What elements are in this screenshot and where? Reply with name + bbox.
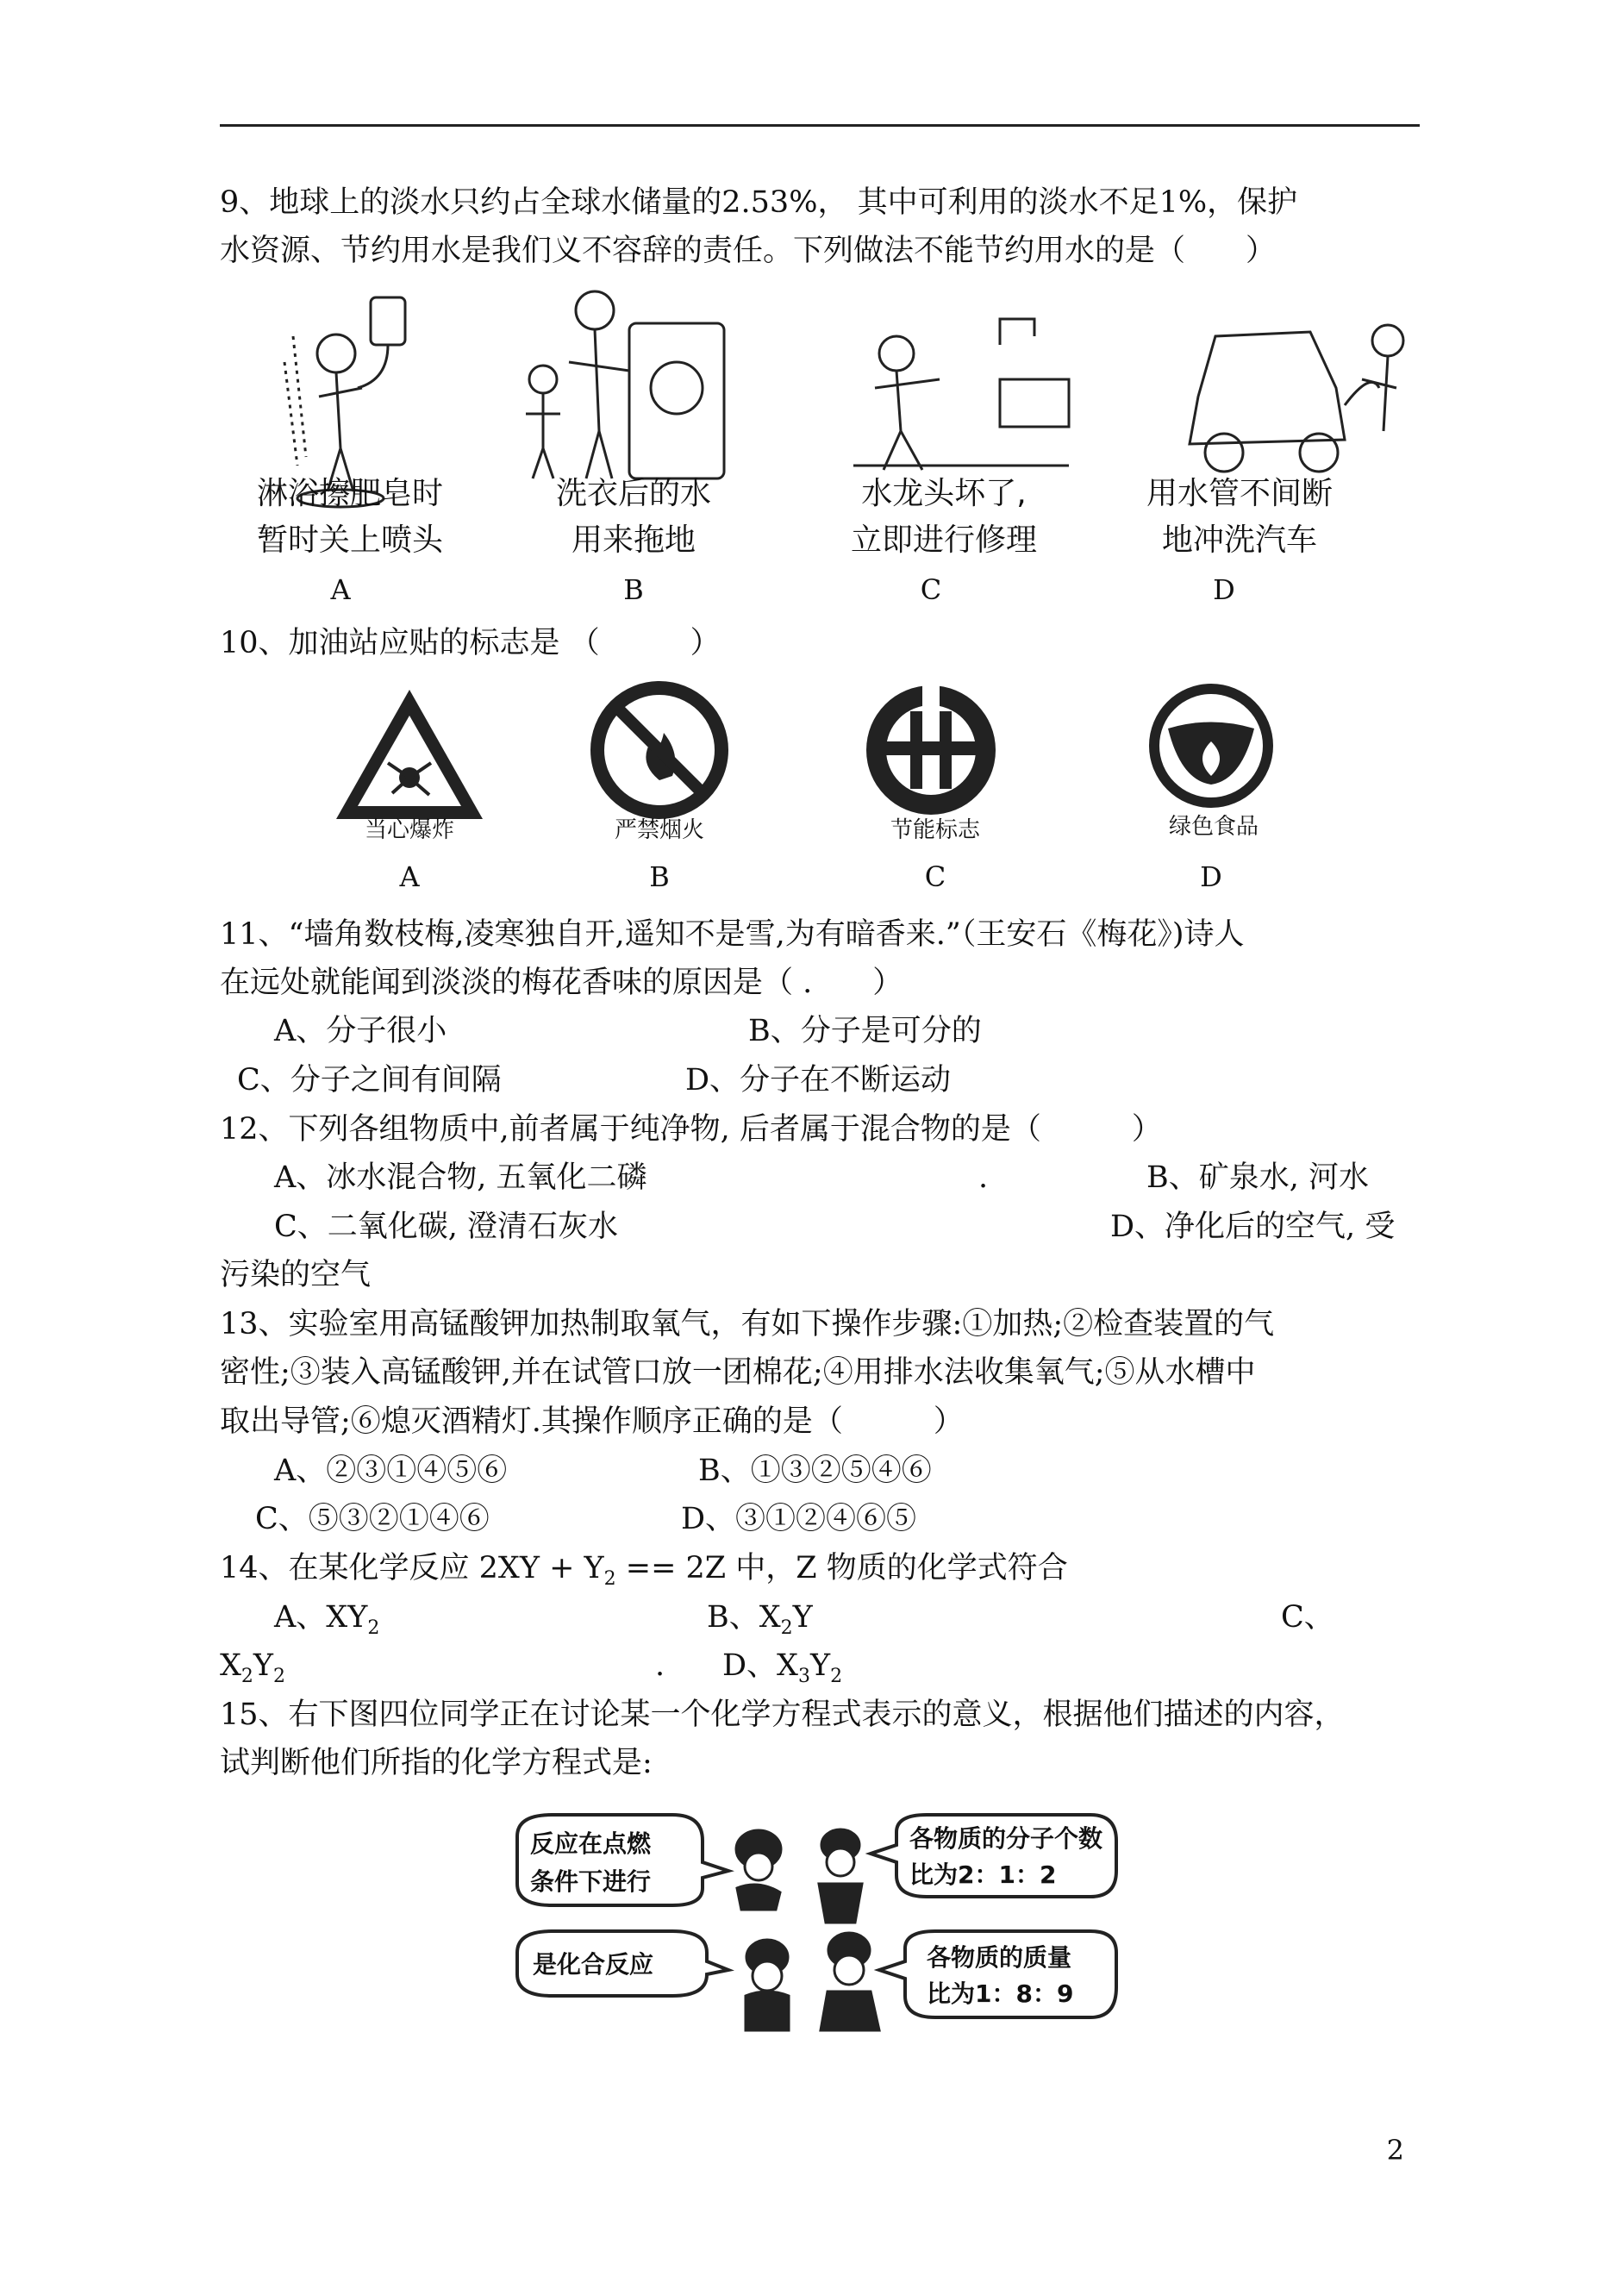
q12-option-a: A、冰水混合物, 五氧化二磷 xyxy=(274,1160,647,1195)
q10-letter-b: B xyxy=(649,860,670,893)
bubble-br-line1: 各物质的质量 xyxy=(927,1943,1072,1972)
q9-caption-a1: 淋浴擦肥皂时 xyxy=(257,476,444,511)
q9-caption-b1: 洗衣后的水 xyxy=(555,476,711,511)
q9-caption-d2: 地冲洗汽车 xyxy=(1161,522,1317,558)
q13-option-b: B、①③②⑤④⑥ xyxy=(698,1454,932,1488)
q15-line2: 试判断他们所指的化学方程式是: xyxy=(220,1746,653,1780)
q10-letter-c: C xyxy=(924,860,946,893)
bubble-tr-line2: 比为2：1：2 xyxy=(909,1860,1057,1889)
q11-line1: 11、“墙角数枝梅,凌寒独自开,遥知不是雪,为有暗香来.”（王安石《梅花》)诗人 xyxy=(220,917,1245,952)
q13-line1: 13、实验室用高锰酸钾加热制取氧气，有如下操作步骤:①加热;②检查装置的气 xyxy=(220,1307,1275,1341)
q10-sign-label-c: 节能标志 xyxy=(890,817,980,843)
q9-caption-c2: 立即进行修理 xyxy=(850,522,1037,558)
q10-sign-label-a: 当心爆炸 xyxy=(364,817,454,843)
q14-option-c: C、 xyxy=(1281,1600,1334,1635)
q14-dot: . xyxy=(655,1648,665,1683)
q13-line3: 取出导管;⑥熄灭酒精灯.其操作顺序正确的是（ ） xyxy=(220,1404,964,1439)
q14-option-d: D、$X_3Y_2$ xyxy=(722,1648,843,1687)
q14-line1: 14、在某化学反应 $2XY + Y_2 == 2Z$ 中，Z 物质的化学式符合 xyxy=(220,1551,1068,1590)
q14-option-b: B、$X_2Y$ xyxy=(707,1600,813,1639)
bubble-bl-line1: 是化合反应 xyxy=(533,1950,654,1979)
q13-option-d: D、③①②④⑥⑤ xyxy=(681,1502,917,1536)
q12-option-c: C、二氧化碳, 澄清石灰水 xyxy=(274,1210,619,1244)
bubble-tl-line2: 条件下进行 xyxy=(530,1867,652,1896)
q10-letter-d: D xyxy=(1200,860,1222,893)
q15-discussion-illustration xyxy=(500,1810,1121,2035)
student-figures xyxy=(736,1829,879,2030)
q11-line2: 在远处就能闻到淡淡的梅花香味的原因是（ . ） xyxy=(220,966,903,1000)
q9-line1: 9、地球上的淡水只约占全球水储量的2.53%， 其中可利用的淡水不足1%，保护 xyxy=(220,185,1298,220)
q12-dot: . xyxy=(978,1160,989,1195)
q14-option-a: A、$XY_2$ xyxy=(274,1600,380,1639)
q9-caption-c1: 水龙头坏了, xyxy=(861,476,1027,511)
bubble-br-line2: 比为1：8：9 xyxy=(927,1979,1074,2008)
q10-sign-label-b: 严禁烟火 xyxy=(614,817,704,843)
q9-letter-a: A xyxy=(330,573,351,606)
q15-line1: 15、右下图四位同学正在讨论某一个化学方程式表示的意义，根据他们描述的内容， xyxy=(220,1698,1345,1732)
q9-caption-b2: 用来拖地 xyxy=(571,522,696,558)
q9-letter-c: C xyxy=(920,573,942,606)
q13-option-a: A、②③①④⑤⑥ xyxy=(274,1454,508,1488)
q9-line2: 水资源、节约用水是我们义不容辞的责任。下列做法不能节约用水的是（ ） xyxy=(220,234,1277,268)
q11-option-b: B、分子是可分的 xyxy=(748,1014,982,1048)
faucet-illustration xyxy=(853,319,1069,470)
q12-option-b: B、矿泉水, 河水 xyxy=(1146,1160,1369,1195)
q9-caption-d1: 用水管不间断 xyxy=(1146,476,1333,511)
q12-line1: 12、下列各组物质中,前者属于纯净物, 后者属于混合物的是（ ） xyxy=(220,1112,1162,1147)
q13-option-c: C、⑤③②①④⑥ xyxy=(255,1502,490,1536)
green-food-sign-icon xyxy=(1149,684,1273,808)
q9-letter-d: D xyxy=(1213,573,1235,606)
q12-option-d-line1: D、净化后的空气, 受 xyxy=(1110,1210,1396,1244)
q11-option-c: C、分子之间有间隔 xyxy=(237,1063,502,1097)
q14-option-c-formula: $X_2Y_2$ xyxy=(220,1648,286,1687)
q12-option-d-line2: 污染的空气 xyxy=(220,1258,372,1292)
bubble-tl-line1: 反应在点燃 xyxy=(530,1829,652,1858)
page-number: 2 xyxy=(1386,2134,1404,2167)
q13-line2: 密性;③装入高锰酸钾,并在试管口放一团棉花;④用排水法收集氧气;⑤从水槽中 xyxy=(220,1355,1256,1390)
no-fire-sign-icon xyxy=(597,688,721,812)
q11-option-a: A、分子很小 xyxy=(274,1014,447,1048)
q9-letter-b: B xyxy=(623,573,644,606)
bubble-tr-line1: 各物质的分子个数 xyxy=(909,1824,1103,1853)
energy-saving-sign-icon xyxy=(866,681,996,815)
q10-letter-a: A xyxy=(399,860,420,893)
header-rule xyxy=(220,124,1420,127)
q10-sign-label-d: 绿色食品 xyxy=(1168,814,1259,840)
q11-option-d: D、分子在不断运动 xyxy=(685,1063,952,1097)
washing-illustration xyxy=(526,291,724,478)
explosion-warning-sign-icon xyxy=(336,690,483,819)
q9-caption-a2: 暂时关上喷头 xyxy=(257,522,444,558)
car-wash-illustration xyxy=(1190,325,1403,472)
q10-line1: 10、加油站应贴的标志是 （ ） xyxy=(220,626,721,660)
